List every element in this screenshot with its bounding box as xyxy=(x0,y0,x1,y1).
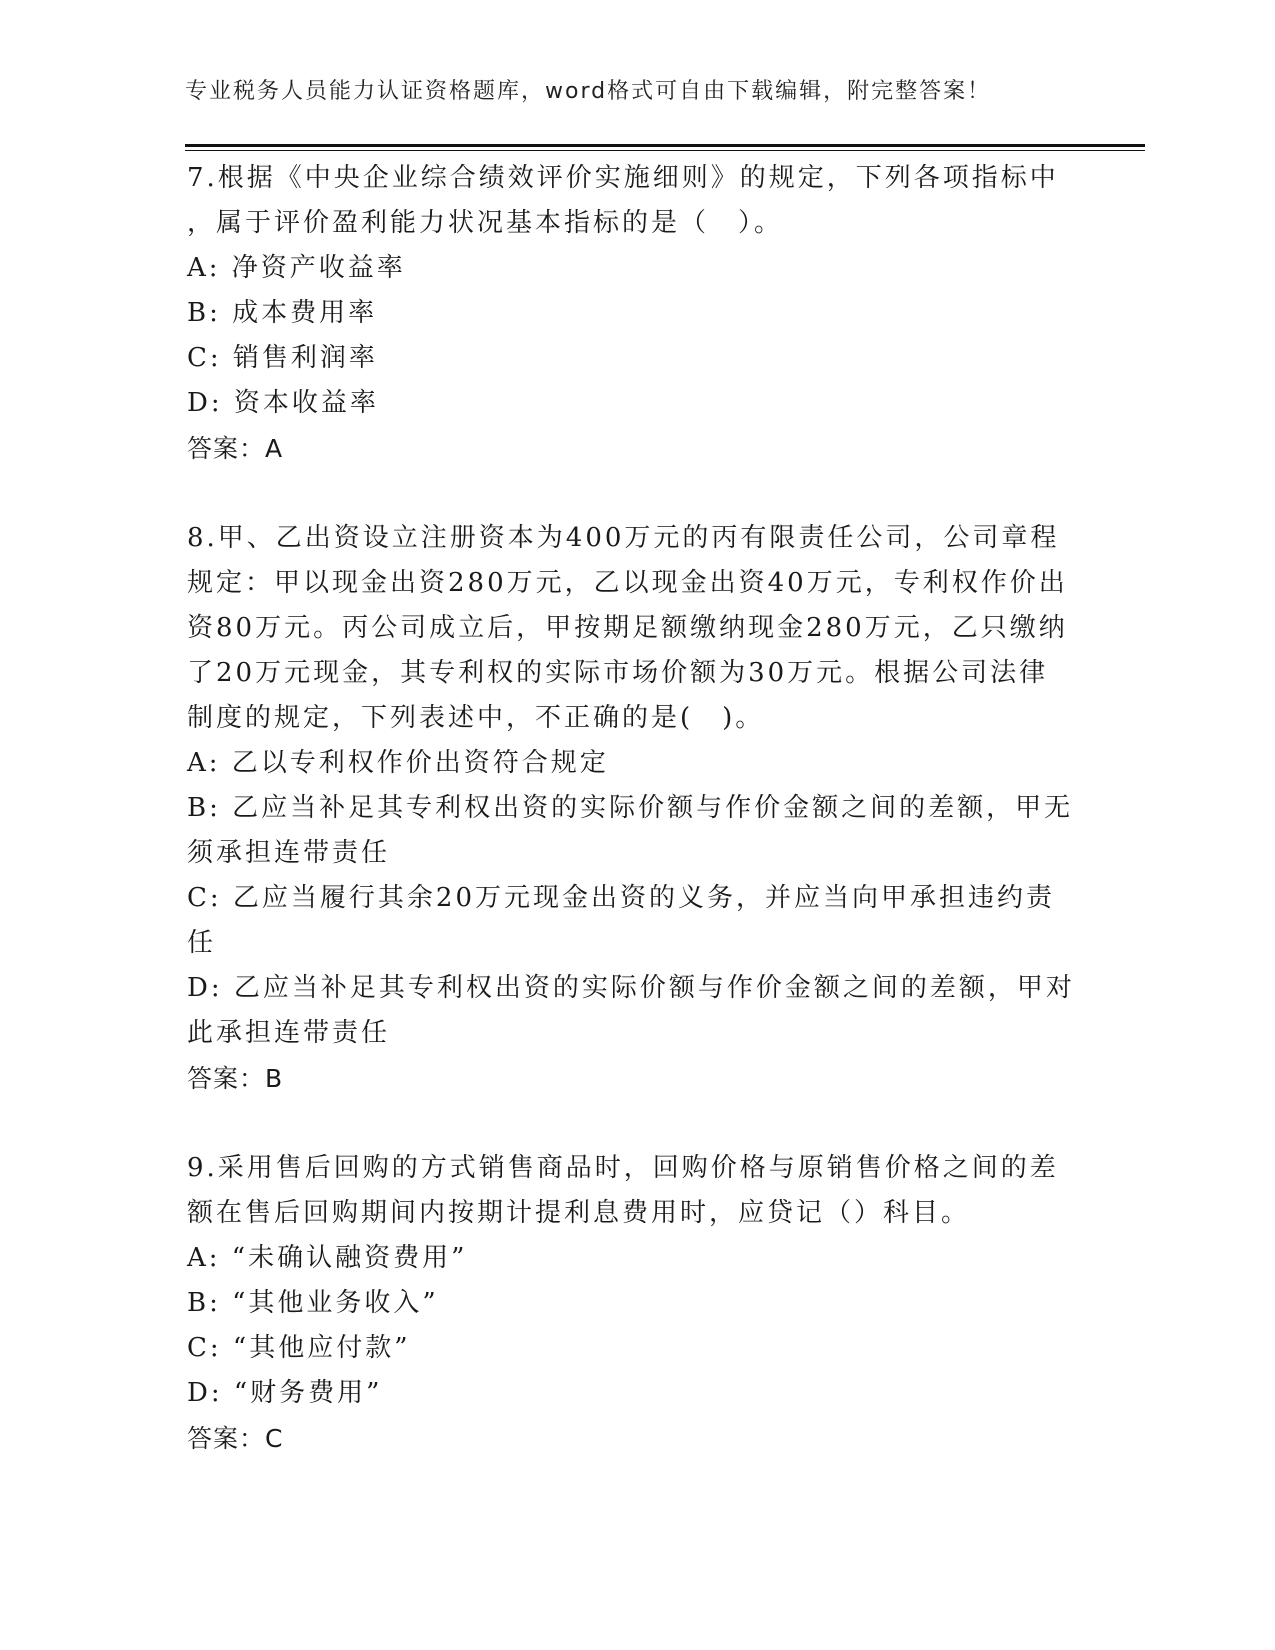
question-7-option-a: A: 净资产收益率 xyxy=(187,253,406,283)
question-list xyxy=(187,156,1075,1461)
question-8-stem-line-1: 8.甲、乙出资设立注册资本为400万元的丙有限责任公司，公司章程 xyxy=(187,523,1060,553)
question-7-option-d: D: 资本收益率 xyxy=(187,388,379,418)
question-7-option-c: C: 销售利润率 xyxy=(187,343,378,373)
question-7 xyxy=(187,156,1067,471)
question-8-stem-line-5: 制度的规定，下列表述中，不正确的是( )。 xyxy=(187,703,765,733)
spacer xyxy=(187,471,1067,516)
spacer xyxy=(187,1101,1067,1146)
question-8-option-b-cont: 须承担连带责任 xyxy=(187,838,391,868)
question-9-option-b: B: “其他业务收入” xyxy=(187,1288,439,1318)
header-text: 专业税务人员能力认证资格题库，word格式可自由下载编辑，附完整答案！ xyxy=(185,79,992,104)
question-8-option-a: A: 乙以专利权作价出资符合规定 xyxy=(187,748,609,778)
question-9 xyxy=(187,1146,1067,1461)
question-8-option-c: C: 乙应当履行其余20万元现金出资的义务，并应当向甲承担违约责 xyxy=(187,883,1056,913)
question-8-option-c-cont: 任 xyxy=(187,928,217,958)
question-7-option-b: B: 成本费用率 xyxy=(187,298,378,328)
question-8 xyxy=(187,516,1075,1101)
question-7-stem-line-2: ，属于评价盈利能力状况基本指标的是（ ）。 xyxy=(187,208,784,238)
question-9-stem-line-2: 额在售后回购期间内按期计提利息费用时，应贷记（）科目。 xyxy=(187,1198,971,1228)
question-8-answer: 答案：B xyxy=(187,1064,284,1093)
question-9-answer: 答案：C xyxy=(187,1424,284,1453)
question-8-option-b: B: 乙应当补足其专利权出资的实际价额与作价金额之间的差额，甲无 xyxy=(187,793,1074,823)
question-9-option-a: A: “未确认融资费用” xyxy=(187,1243,468,1273)
question-8-stem-line-2: 规定：甲以现金出资280万元，乙以现金出资40万元，专利权作价出 xyxy=(187,568,1068,598)
question-9-option-d: D: “财务费用” xyxy=(187,1378,383,1408)
header-rule xyxy=(185,144,1145,147)
question-7-answer: 答案：A xyxy=(187,434,284,463)
header-rule-thin xyxy=(185,150,1145,151)
question-8-stem-line-4: 了20万元现金，其专利权的实际市场价额为30万元。根据公司法律 xyxy=(187,658,1049,688)
question-8-stem-line-3: 资80万元。丙公司成立后，甲按期足额缴纳现金280万元，乙只缴纳 xyxy=(187,613,1068,643)
question-9-option-c: C: “其他应付款” xyxy=(187,1333,411,1363)
question-9-stem-line-1: 9.采用售后回购的方式销售商品时，回购价格与原销售价格之间的差 xyxy=(187,1153,1059,1183)
question-8-option-d: D: 乙应当补足其专利权出资的实际价额与作价金额之间的差额，甲对 xyxy=(187,973,1075,1003)
question-8-option-d-cont: 此承担连带责任 xyxy=(187,1018,391,1048)
question-7-stem-line-1: 7.根据《中央企业综合绩效评价实施细则》的规定，下列各项指标中 xyxy=(187,163,1059,193)
